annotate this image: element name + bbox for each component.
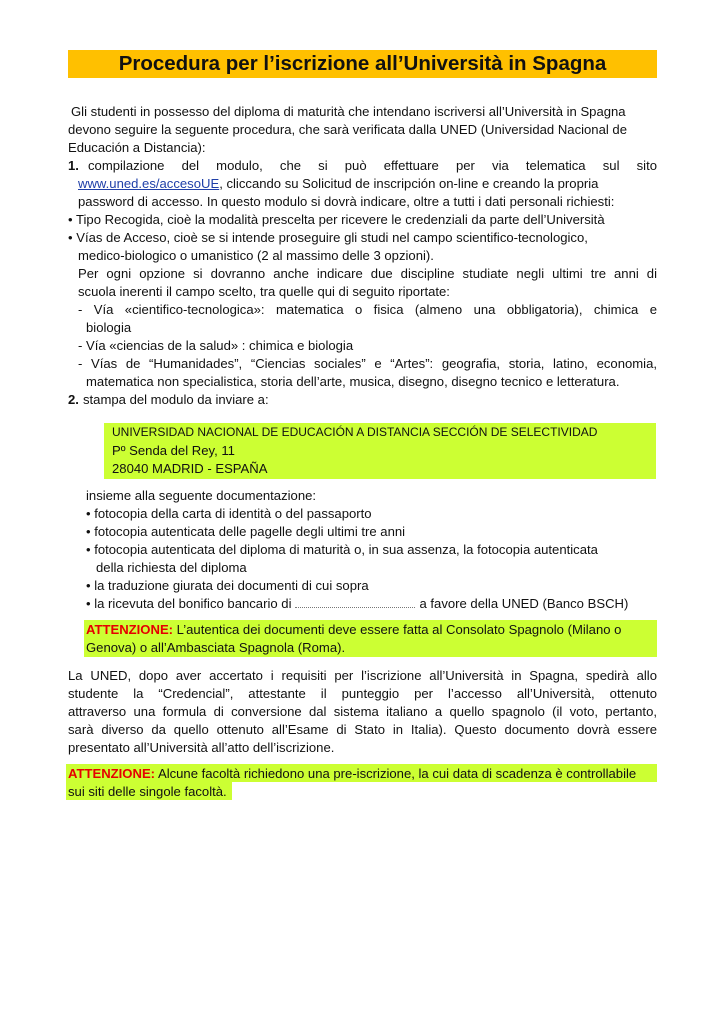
step-1-number: 1.	[68, 158, 79, 173]
attention-2-label: ATTENZIONE:	[68, 766, 156, 781]
attention-2-text-1: Alcune facoltà richiedono una pre-iscrizione, la cui data di scadenza è controllabile	[155, 766, 637, 781]
doc-item-pagelle: • fotocopia autenticata delle pagelle degli ultimi tre anni	[86, 524, 406, 539]
docs-intro: insieme alla seguente documentazione:	[86, 488, 317, 503]
credencial-line-5: presentato all’Università all’atto dell’iscrizione.	[68, 740, 335, 755]
step-2-number: 2.	[68, 392, 79, 407]
bullet-tipo-recogida: • Tipo Recogida, cioè la modalità prescelta per ricevere le credenziali da parte dell’Università	[68, 212, 605, 227]
credencial-line-4: sarà diverso da quello ottenuto all’Esame di Stato in Italia). Questo documento dovrà essere	[68, 722, 657, 737]
option-line-2: scuola inerenti il campo scelto, tra quelle qui di seguito riportate:	[78, 284, 450, 299]
address-institution: UNIVERSIDAD NACIONAL DE EDUCACIÓN A DISTANCIA SECCIÓN DE SELECTIVIDAD	[112, 425, 598, 439]
step-1-line-1: compilazione del modulo, che si può effettuare per via telematica sul sito	[88, 158, 657, 173]
doc-item-bonifico	[86, 595, 628, 613]
page-title: Procedura per l’iscrizione all’Università in Spagna	[118, 52, 607, 75]
doc-item-diploma-line-2: della richiesta del diploma	[96, 560, 247, 575]
bullet-vias-acceso-line-2: medico-biologico o umanistico (2 al massimo delle 3 opzioni).	[78, 248, 434, 263]
doc-item-bonifico-a: • la ricevuta del bonifico bancario di	[86, 596, 292, 611]
credencial-line-3: attraverso una formula di conversione dal sistema italiano a quello spagnolo (il voto, pertanto,	[68, 704, 657, 719]
address-street: Pº Senda del Rey, 11	[112, 443, 235, 458]
doc-item-id: • fotocopia della carta di identità o del passaporto	[86, 506, 372, 521]
via-humanidades-line-1: - Vías de “Humanidades”, “Ciencias sociales” e “Artes”: geografia, storia, latino, economia,	[78, 356, 657, 371]
via-humanidades-line-2: matematica non specialistica, storia dell’arte, musica, disegno, disegno tecnico e letteratura.	[86, 374, 620, 389]
attention-1-line-1	[86, 621, 621, 639]
step-1-line-3: password di accesso. In questo modulo si dovrà indicare, oltre a tutti i dati personali richiesti:	[78, 194, 615, 209]
intro-line-3: Educación a Distancia):	[68, 140, 206, 155]
option-line-1: Per ogni opzione si dovranno anche indicare due discipline studiate negli ultimi tre anni di	[78, 266, 657, 281]
intro-line-2: devono seguire la seguente procedura, che sarà verificata dalla UNED (Universidad Nacional de	[68, 122, 627, 137]
doc-item-bonifico-b: a favore della UNED (Banco BSCH)	[419, 596, 629, 611]
step-1-line-2-rest: , cliccando su Solicitud de inscripción on-line e creando la propria	[219, 176, 599, 191]
address-city: 28040 MADRID - ESPAÑA	[112, 461, 268, 476]
doc-item-traduzione: • la traduzione giurata dei documenti di cui sopra	[86, 578, 369, 593]
uned-link[interactable]: www.uned.es/accesoUE	[78, 176, 220, 191]
blank-amount-line	[295, 597, 415, 608]
doc-item-diploma-line-1: • fotocopia autenticata del diploma di maturità o, in sua assenza, la fotocopia autenticata	[86, 542, 598, 557]
via-scientifica-line-1: - Vía «cientifico-tecnologica»: matematica o fisica (almeno una obbligatoria), chimica e	[78, 302, 657, 317]
credencial-line-1: La UNED, dopo aver accertato i requisiti per l’iscrizione all’Università in Spagna, spedirà allo	[68, 668, 657, 683]
attention-2-line-1	[68, 765, 636, 783]
intro-line-1: Gli studenti in possesso del diploma di maturità che intendano iscriversi all’Università in Spagna	[71, 104, 626, 119]
credencial-line-2: studente la “Credencial”, attestante il punteggio per l’accesso all’Università, ottenuto	[68, 686, 657, 701]
title-banner	[68, 50, 657, 78]
step-1-line-2	[78, 175, 598, 193]
step-2-text: stampa del modulo da inviare a:	[83, 392, 269, 407]
attention-1-line-2: Genova) o all’Ambasciata Spagnola (Roma).	[86, 640, 346, 655]
via-scientifica-line-2: biologia	[86, 320, 132, 335]
attention-2-line-2: sui siti delle singole facoltà.	[68, 784, 227, 799]
attention-1-text-1: L’autentica dei documenti deve essere fatta al Consolato Spagnolo (Milano o	[173, 622, 622, 637]
bullet-vias-acceso-line-1: • Vías de Acceso, cioè se si intende proseguire gli studi nel campo scientifico-tecnologico,	[68, 230, 588, 245]
via-salud: - Vía «ciencias de la salud» : chimica e biologia	[78, 338, 354, 353]
attention-1-label: ATTENZIONE:	[86, 622, 174, 637]
